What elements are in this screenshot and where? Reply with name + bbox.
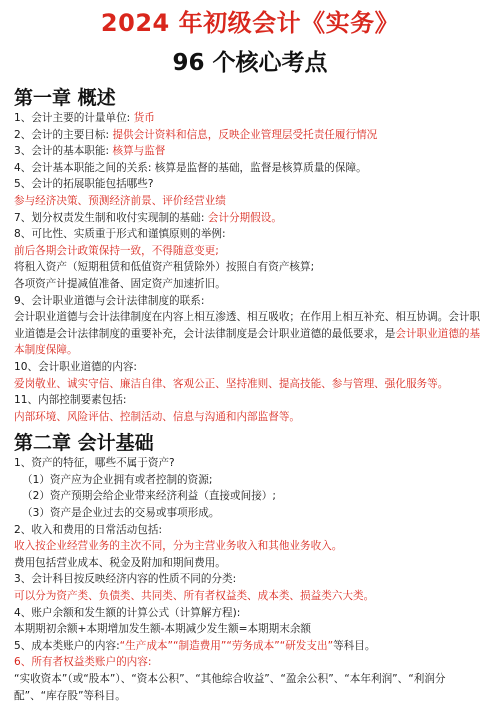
list-item: 各项资产计提减值准备、固定资产加速折旧。 bbox=[14, 277, 226, 290]
list-item: 费用包括营业成本、税金及附加和期间费用。 bbox=[14, 556, 226, 569]
list-item: 2、收入和费用的日常活动包括: bbox=[14, 523, 163, 536]
list-item: 1、资产的特征，哪些不属于资产? bbox=[14, 457, 175, 470]
list-item: 2、会计的主要目标: 提供会计资料和信息，反映企业管理层受托责任履行情况 bbox=[14, 128, 378, 141]
chapter-1-heading: 第一章 概述 bbox=[14, 87, 116, 109]
list-item: 8、可比性、实质重于形式和谨慎原则的举例: bbox=[14, 228, 226, 241]
list-item: （3）资产是企业过去的交易或事项形成。 bbox=[22, 507, 220, 520]
list-item: “实收资本”（或“股本”）、“资本公积”、“其他综合收益”、“盈余公积”、“本年利润”、“利润分配”、“库存股”等科目。 bbox=[14, 673, 446, 702]
document-subtitle: 96 个核心考点 bbox=[172, 50, 328, 76]
list-item: 爱岗敬业、诚实守信、廉洁自律、客观公正、坚持准则、提高技能、参与管理、强化服务等。 bbox=[14, 377, 449, 390]
list-item: 9、会计职业道德与会计法律制度的联系: bbox=[14, 294, 205, 307]
document-title: 2024 年初级会计《实务》 bbox=[100, 9, 400, 37]
list-item: （1）资产应为企业拥有或者控制的资源; bbox=[22, 473, 213, 486]
list-item: 6、所有者权益类账户的内容: bbox=[14, 656, 152, 669]
list-item: （2）资产预期会给企业带来经济利益（直接或间接）; bbox=[22, 490, 276, 503]
list-item: 本期期初余额+本期增加发生额-本期减少发生额=本期期末余额 bbox=[14, 623, 312, 636]
list-item: 内部环境、风险评估、控制活动、信息与沟通和内部监督等。 bbox=[14, 410, 301, 423]
list-item: 11、内部控制要素包括: bbox=[14, 394, 127, 407]
list-item: 1、会计主要的计量单位: 货币 bbox=[14, 112, 155, 124]
list-item: 5、成本类账户的内容:“生产成本”“制造费用”“劳务成本”“研发支出”等科目。 bbox=[14, 639, 376, 652]
paragraph: 会计职业道德与会计法律制度在内容上相互渗透、相互吸收；在作用上相互补充、相互协调。会计职业道德是会计法律制度的重要补充，会计法律制度是会计职业道德的最低要求，是会计职业道德的基本制度保障。 bbox=[14, 311, 481, 357]
list-item: 参与经济决策、预测经济前景、评价经营业绩 bbox=[14, 194, 226, 207]
list-item: 前后各期会计政策保持一致，不得随意变更; bbox=[14, 244, 219, 257]
list-item: 4、会计基本职能之间的关系: 核算是监督的基础，监督是核算质量的保障。 bbox=[14, 161, 367, 174]
chapter-1-body bbox=[14, 110, 486, 425]
list-item: 3、会计科目按反映经济内容的性质不同的分类: bbox=[14, 573, 237, 586]
list-item: 10、会计职业道德的内容: bbox=[14, 360, 137, 373]
list-item: 可以分为资产类、负债类、共同类、所有者权益类、成本类、损益类六大类。 bbox=[14, 590, 375, 603]
list-item: 4、账户余额和发生额的计算公式（计算解方程): bbox=[14, 606, 241, 619]
list-item: 3、会计的基本职能: 核算与监督 bbox=[14, 145, 166, 158]
chapter-2-heading: 第二章 会计基础 bbox=[14, 432, 154, 455]
list-item: 将租入资产（短期租赁和低值资产租赁除外）按照自有资产核算; bbox=[14, 261, 315, 274]
list-item: 5、会计的拓展职能包括哪些? bbox=[14, 178, 154, 191]
chapter-2-body bbox=[14, 455, 486, 704]
list-item: 7、划分权责发生制和收付实现制的基础: 会计分期假设。 bbox=[14, 211, 282, 224]
list-item: 收入按企业经营业务的主次不同，分为主营业务收入和其他业务收入。 bbox=[14, 540, 343, 553]
